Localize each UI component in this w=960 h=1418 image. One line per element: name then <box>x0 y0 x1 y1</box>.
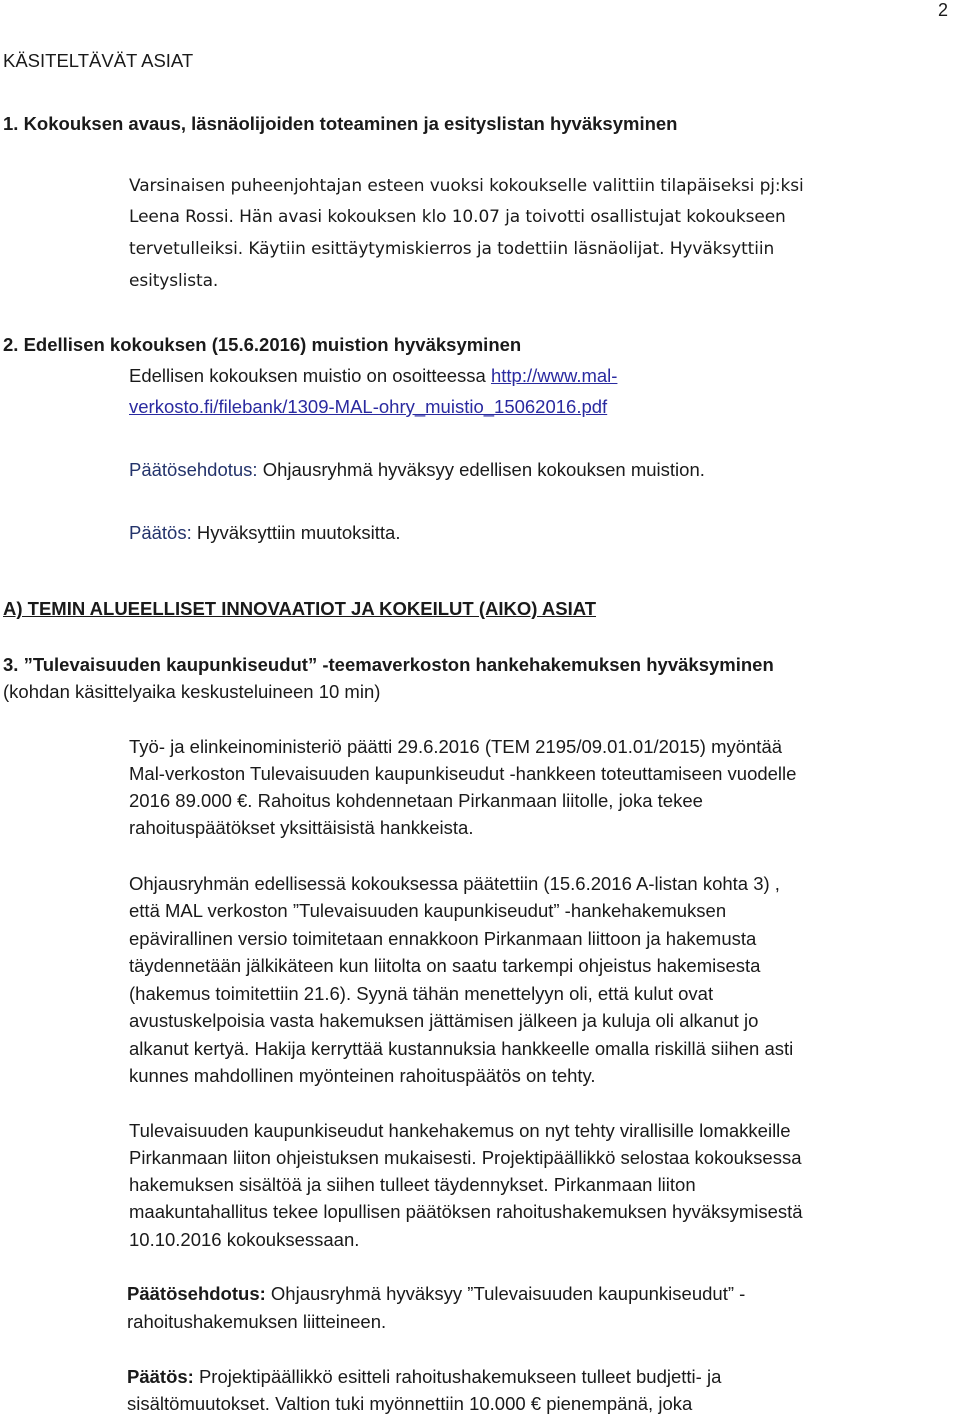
item3-para1-line: Mal-verkoston Tulevaisuuden kaupunkiseudut -hankkeen toteuttamiseen vuodelle <box>129 763 797 784</box>
page-number: 2 <box>938 0 949 20</box>
section-a-heading: A) TEMIN ALUEELLISET INNOVAATIOT JA KOKEILUT (AIKO) ASIAT <box>3 598 597 619</box>
decision-text: Hyväksyttiin muutoksitta. <box>191 522 401 543</box>
proposal-label: Päätösehdotus: <box>127 1283 266 1304</box>
item1-line: esityslista. <box>129 271 219 291</box>
item1-line: Leena Rossi. Hän avasi kokouksen klo 10.07 ja toivotti osallistujat kokoukseen <box>129 207 786 227</box>
item3-para2-line: että MAL verkoston ”Tulevaisuuden kaupunkiseudut” -hankehakemuksen <box>129 900 727 921</box>
item3-para2-line: kunnes mahdollinen myönteinen rahoituspäätös on tehty. <box>129 1065 596 1086</box>
item3-decision-line2: sisältömuutokset. Valtion tuki myönnettiin 10.000 € pienempänä, joka <box>127 1393 693 1414</box>
item3-para2-line: (hakemus toimitettiin 21.6). Syynä tähän menettelyyn oli, että kulut ovat <box>129 983 714 1004</box>
item3-subtitle: (kohdan käsittelyaika keskusteluineen 10 min) <box>3 681 381 702</box>
item3-title: 3. ”Tulevaisuuden kaupunkiseudut” -teemaverkoston hankehakemuksen hyväksyminen <box>3 654 774 675</box>
decision-label: Päätös: <box>127 1366 194 1387</box>
proposal-text: Ohjausryhmä hyväksyy edellisen kokouksen muistion. <box>257 459 705 480</box>
proposal-label: Päätösehdotus: <box>129 459 258 480</box>
item3-para3-line: maakuntahallitus tekee lopullisen päätöksen rahoitushakemuksen hyväksymisestä <box>129 1201 803 1222</box>
item2-decision <box>129 524 400 543</box>
item2-title: 2. Edellisen kokouksen (15.6.2016) muistion hyväksyminen <box>3 334 522 355</box>
item3-para1-line: 2016 89.000 €. Rahoitus kohdennetaan Pirkanmaan liitolle, joka tekee <box>129 790 703 811</box>
item3-proposal-line2: rahoitushakemuksen liitteineen. <box>127 1311 387 1332</box>
muistio-link[interactable]: http://www.mal- <box>490 365 618 386</box>
muistio-link-continued[interactable]: verkosto.fi/filebank/1309-MAL-ohry_muistio_15062016.pdf <box>129 396 608 417</box>
item3-para3-line: Pirkanmaan liiton ohjeistuksen mukaisesti. Projektipäällikkö selostaa kokouksessa <box>129 1147 802 1168</box>
proposal-text: Ohjausryhmä hyväksyy ”Tulevaisuuden kaupunkiseudut” - <box>265 1283 746 1304</box>
item3-para3-line: 10.10.2016 kokouksessaan. <box>129 1229 360 1250</box>
decision-label: Päätös: <box>129 522 192 543</box>
item2-muistio-text: Edellisen kokouksen muistio on osoitteessa <box>129 365 491 386</box>
item3-para3-line: Tulevaisuuden kaupunkiseudut hankehakemus on nyt tehty virallisille lomakkeille <box>129 1120 791 1141</box>
item2-link-line <box>129 398 607 417</box>
decision-text: Projektipäällikkö esitteli rahoitushakemukseen tulleet budjetti- ja <box>193 1366 722 1387</box>
section-heading: KÄSITELTÄVÄT ASIAT <box>3 50 194 71</box>
item3-para1-line: Työ- ja elinkeinoministeriö päätti 29.6.2016 (TEM 2195/09.01.01/2015) myöntää <box>129 736 783 757</box>
item3-para2-line: Ohjausryhmän edellisessä kokouksessa päätettiin (15.6.2016 A-listan kohta 3) , <box>129 873 780 894</box>
item1-title: 1. Kokouksen avaus, läsnäolijoiden toteaminen ja esityslistan hyväksyminen <box>3 113 678 134</box>
item3-para2-line: täydennetään jälkikäteen kun liitolta on saatu tarkempi ohjeistus hakemisesta <box>129 955 761 976</box>
item1-line: tervetulleiksi. Käytiin esittäytymiskierros ja todettiin läsnäolijat. Hyväksyttiin <box>129 239 775 259</box>
item3-decision <box>127 1368 721 1387</box>
item3-para2-line: avustuskelpoisia vasta hakemuksen jättämisen jälkeen ja kuluja oli alkanut jo <box>129 1010 759 1031</box>
item3-para1-line: rahoituspäätökset yksittäisistä hankkeista. <box>129 817 474 838</box>
item3-proposal <box>127 1285 745 1304</box>
item3-para3-line: hakemuksen sisältöä ja siihen tulleet täydennykset. Pirkanmaan liiton <box>129 1174 696 1195</box>
item1-line: Varsinaisen puheenjohtajan esteen vuoksi kokoukselle valittiin tilapäiseksi pj:ksi <box>129 176 804 196</box>
item3-para2-line: alkanut kertyä. Hakija kerryttää kustannuksia hankkeelle omalla riskillä siihen asti <box>129 1038 794 1059</box>
item2-proposal <box>129 461 705 480</box>
item3-para2-line: epävirallinen versio toimitetaan ennakkoon Pirkanmaan liittoon ja hakemusta <box>129 928 757 949</box>
item2-muistio-line <box>129 367 617 386</box>
